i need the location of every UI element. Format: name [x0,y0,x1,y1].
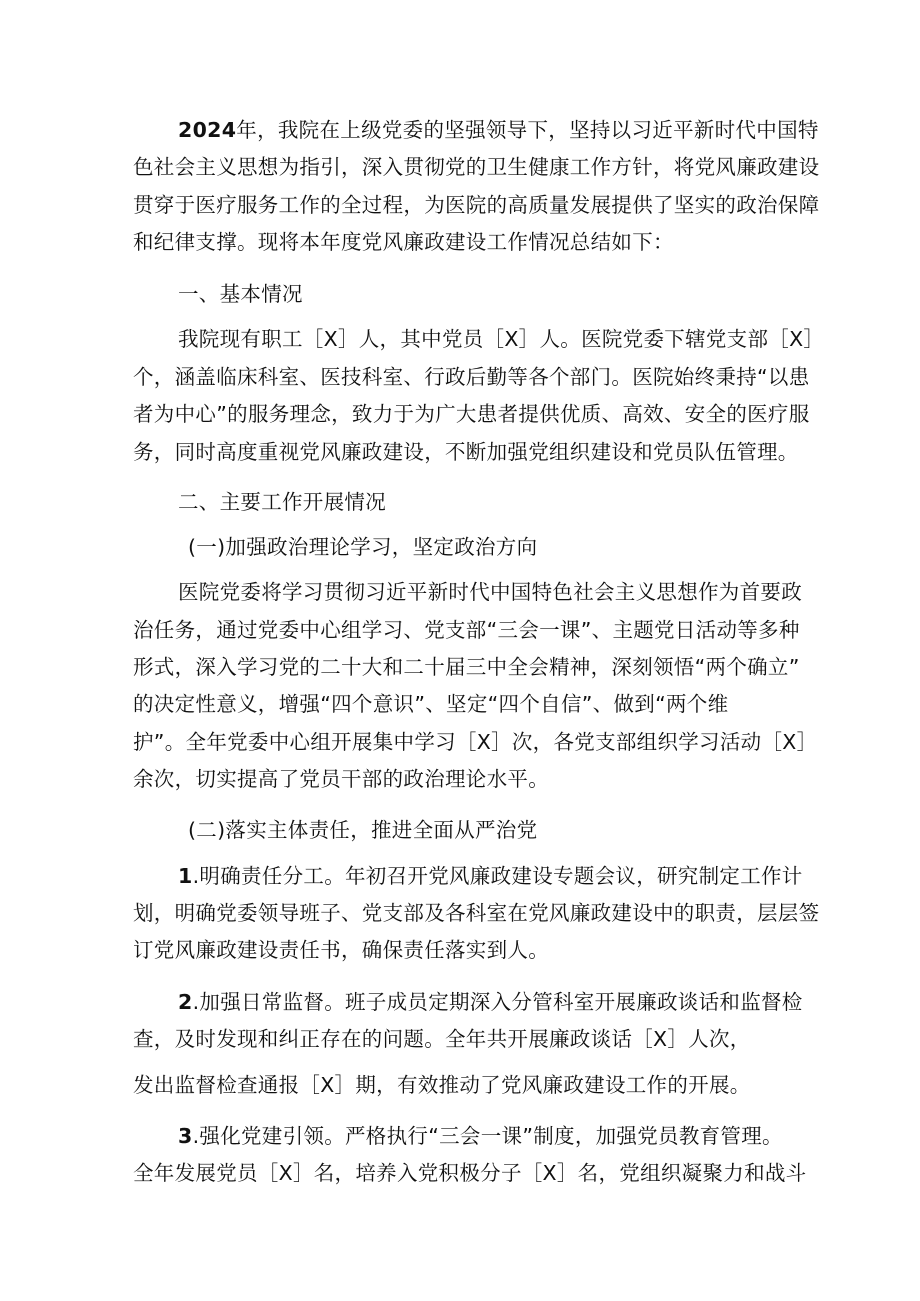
item-2-line-3: 发出监督检查通报［X］期，有效推动了党风廉政建设工作的开展。 [133,1073,751,1097]
section-1-line-2: 个，涵盖临床科室、医技科室、行政后勤等各个部门。医院始终秉持“以患 [133,365,810,389]
section-1-heading: 一、基本情况 [178,282,303,306]
item-2-line-1-text: .加强日常监督。班子成员定期深入分管科室开展廉政谈话和监督检 [192,990,803,1014]
item-3-line-1-text: .强化党建引领。严格执行“三会一课”制度，加强党员教育管理。 [192,1124,783,1148]
item-1-number: 1 [178,864,193,888]
intro-line-3: 贯穿于医疗服务工作的全过程，为医院的高质量发展提供了坚实的政治保障 [133,193,820,217]
section-1-line-3: 者为中心”的服务理念，致力于为广大患者提供优质、高效、安全的医疗服 [133,402,810,426]
subsection-1-line-3: 形式，深入学习党的二十大和二十届三中全会精神，深刻领悟“两个确立” [133,655,800,679]
section-1-line-1: 我院现有职工［X］人，其中党员［X］人。医院党委下辖党支部［X］ [178,327,825,351]
intro-line-2: 色社会主义思想为指引，深入贯彻党的卫生健康工作方针，将党风廉政建设 [133,155,820,179]
item-1-line-2: 划，明确党委领导班子、党支部及各科室在党风廉政建设中的职责，层层签 [133,901,820,925]
intro-year: 2024 [178,118,237,142]
item-1-line-3: 订党风廉政建设责任书，确保责任落实到人。 [133,938,549,962]
item-3-line-2: 全年发展党员［X］名，培养入党积极分子［X］名，党组织凝聚力和战斗 [133,1161,807,1185]
item-1-line-1-text: .明确责任分工。年初召开党风廉政建设专题会议，研究制定工作计 [192,864,803,888]
item-1-line-1 [178,862,803,890]
subsection-1-line-2: 治任务，通过党委中心组学习、党支部“三会一课”、主题党日活动等多种 [133,618,800,642]
intro-line-1-text: 年，我院在上级党委的坚强领导下，坚持以习近平新时代中国特 [236,118,819,142]
section-2-heading: 二、主要工作开展情况 [178,490,386,514]
item-2-line-1 [178,988,803,1016]
section-1-line-4: 务，同时高度重视党风廉政建设，不断加强党组织建设和党员队伍管理。 [133,440,799,464]
item-3-line-1 [178,1122,783,1150]
subsection-2-heading: (二)落实主体责任，推进全面从严治党 [188,818,538,842]
subsection-1-line-4: 的决定性意义，增强“四个意识”、坚定“四个自信”、做到“两个维 [133,692,729,716]
subsection-1-line-1: 医院党委将学习贯彻习近平新时代中国特色社会主义思想作为首要政 [178,580,802,604]
item-2-number: 2 [178,990,193,1014]
subsection-1-line-5: 护”。全年党委中心组开展集中学习［X］次，各党支部组织学习活动［X］ [133,730,818,754]
item-3-number: 3 [178,1124,193,1148]
intro-line-1 [178,116,819,144]
subsection-1-line-6: 余次，切实提高了党员干部的政治理论水平。 [133,767,549,791]
intro-line-4: 和纪律支撑。现将本年度党风廉政建设工作情况总结如下： [133,230,674,254]
item-2-line-2: 查，及时发现和纠正存在的问题。全年共开展廉政谈话［X］人次， [133,1027,751,1051]
subsection-1-heading: (一)加强政治理论学习，坚定政治方向 [188,535,538,559]
